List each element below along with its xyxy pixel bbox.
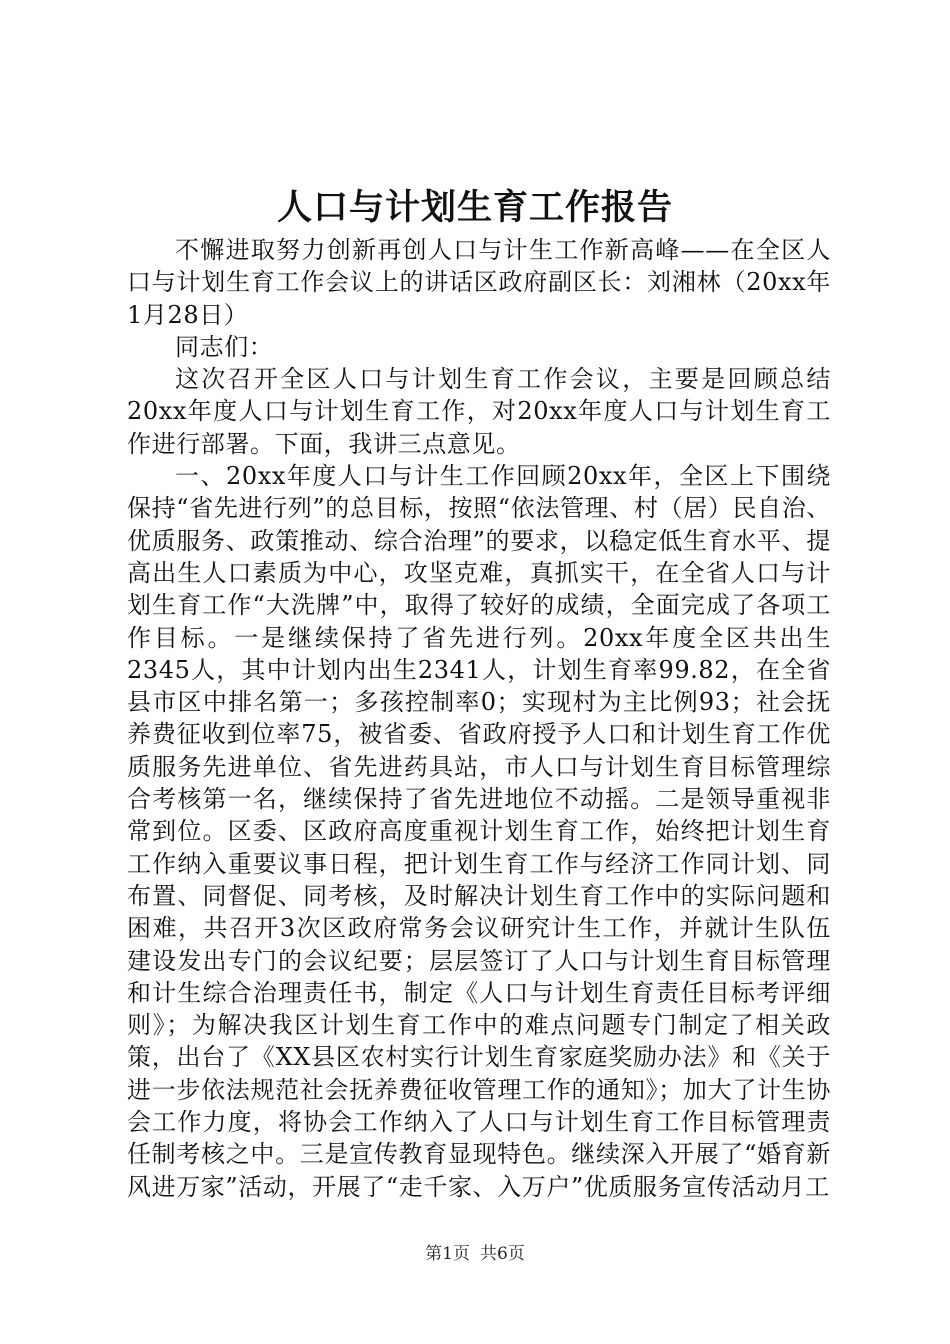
page-footer xyxy=(0,1242,950,1266)
paragraph-review: 一、20xx年度人口与计生工作回顾20xx年，全区上下围绕保持“省先进行列”的总目标，按照“依法管理、村（居）民自治、优质服务、政策推动、综合治理”的要求，以稳定低生育水平、提高出生人口素质为中心，攻坚克难，真抓实干，在全省人口与计划生育工作“大洗牌”中，取得了较好的成绩，全面完成了各项工作目标。一是继续保持了省先进行列。20xx年度全区共出生2345人，其中计划内出生2341人，计划生育率99.82，在全省县市区中排名第一；多孩控制率0；实现村为主比例93；社会抚养费征收到位率75，被省委、省政府授予人口和计划生育工作优质服务先进单位、省先进药具站，市人口与计划生育目标管理综合考核第一名，继续保持了省先进地位不动摇。二是领导重视非常到位。区委、区政府高度重视计划生育工作，始终把计划生育工作纳入重要议事日程，把计划生育工作与经济工作同计划、同布置、同督促、同考核，及时解决计划生育工作中的实际问题和困难，共召开3次区政府常务会议研究计生工作，并就计生队伍建设发出专门的会议纪要；层层签订了人口与计划生育目标管理和计生综合治理责任书，制定《人口与计划生育责任目标考评细则》；为解决我区计划生育工作中的难点问题专门制定了相关政策，出台了《XX县区农村实行计划生育家庭奖励办法》和《关于进一步依法规范社会抚养费征收管理工作的通知》；加大了计生协会工作力度，将协会工作纳入了人口与计划生育工作目标管理责任制考核之中。三是宣传教育显现特色。继续深入开展了“婚育新风进万家”活动，开展了“走千家、入万户”优质服务宣传活动月工 xyxy=(127,462,831,1201)
page-number: 第1页 xyxy=(425,1244,470,1264)
page-total: 共6页 xyxy=(480,1244,525,1264)
paragraph-salutation: 同志们： xyxy=(175,332,274,361)
paragraph-intro: 这次召开全区人口与计划生育工作会议，主要是回顾总结20xx年度人口与计划生育工作，对20xx年度人口与计划生育工作进行部署。下面，我讲三点意见。 xyxy=(127,365,831,458)
document-title: 人口与计划生育工作报告 xyxy=(276,187,673,228)
paragraph-subtitle: 不懈进取努力创新再创人口与计生工作新高峰——在全区人口与计划生育工作会议上的讲话区政府副区长：刘湘林（20xx年1月28日） xyxy=(127,236,831,329)
document-body xyxy=(127,234,831,1203)
